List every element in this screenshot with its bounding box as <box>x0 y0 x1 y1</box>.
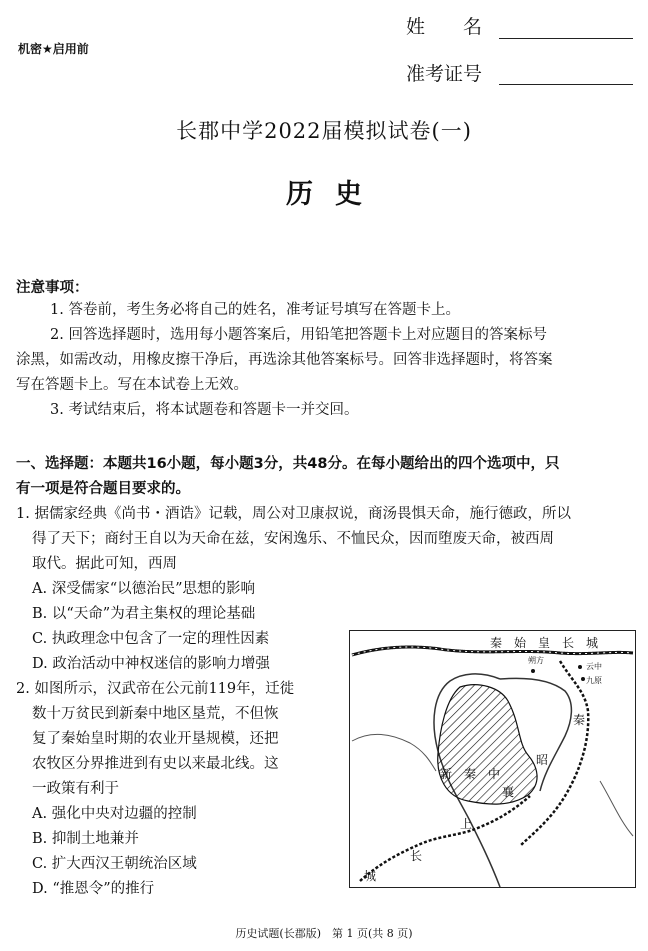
question-2-option-d: D. “推恩令”的推行 <box>32 881 155 897</box>
xiang-label: 襄 <box>502 785 515 799</box>
chang-label: 长 <box>410 849 423 863</box>
zhao-label: 昭 <box>536 753 549 767</box>
great-wall-label: 秦 始 皇 长 城 <box>490 636 599 650</box>
question-1-option-d: D. 政治活动中神权迷信的影响力增强 <box>32 656 270 672</box>
name-label: 姓 名 <box>406 16 483 38</box>
qin-label: 秦 <box>573 713 586 727</box>
han-frontier-map <box>349 630 636 888</box>
notice-heading: 注意事项： <box>16 280 89 296</box>
question-2-stem: 复了秦始皇时期的农业开垦规模，还把 <box>32 731 279 747</box>
shang-label: 上 <box>460 817 473 831</box>
question-2-option-c: C. 扩大西汉王朝统治区域 <box>32 856 197 872</box>
question-1-option-b: B. 以“天命”为君主集权的理论基础 <box>32 606 256 622</box>
exam-id-label: 准考证号 <box>406 63 483 85</box>
name-field[interactable] <box>499 38 633 39</box>
exam-id-field[interactable] <box>499 84 633 85</box>
cheng-label: 城 <box>364 869 377 883</box>
question-1-option-a: A. 深受儒家“以德治民”思想的影响 <box>32 581 256 597</box>
question-2-stem: 数十万贫民到新秦中地区垦荒，不但恢 <box>32 706 279 722</box>
place-label: 云中 <box>586 662 602 671</box>
place-label: 九原 <box>586 676 602 685</box>
question-2-stem: 2. 如图所示，汉武帝在公元前119年，迁徙 <box>16 681 295 697</box>
notice-line: 2. 回答选择题时，选用每小题答案后，用铅笔把答题卡上对应题目的答案标号 <box>50 327 547 343</box>
notice-line: 3. 考试结束后，将本试题卷和答题卡一并交回。 <box>50 402 359 418</box>
question-1-option-c: C. 执政理念中包含了一定的理性因素 <box>32 631 270 647</box>
xinqinzhong-region <box>438 685 537 804</box>
question-1-stem: 1. 据儒家经典《尚书・酒诰》记载，周公对卫康叔说，商汤畏惧天命，施行德政，所以 <box>16 506 571 522</box>
notice-line: 写在答题卡上。写在本试卷上无效。 <box>16 377 248 393</box>
section-heading: 有一项是符合题目要求的。 <box>16 481 190 497</box>
notice-line: 1. 答卷前，考生务必将自己的姓名，准考证号填写在答题卡上。 <box>50 302 460 318</box>
place-label: 朔方 <box>528 656 544 665</box>
question-1-stem: 得了天下；商纣王自以为天命在兹，安闲逸乐、不恤民众，因而堕废天命，被西周 <box>32 531 554 547</box>
section-heading: 一、选择题：本题共16小题，每小题3分，共48分。在每小题给出的四个选项中，只 <box>16 456 560 472</box>
paper-title: 长郡中学2022届模拟试卷(一) <box>176 119 472 143</box>
question-2-stem: 一政策有利于 <box>32 781 119 797</box>
notice-line: 涂黑，如需改动，用橡皮擦干净后，再选涂其他答案标号。回答非选择题时，将答案 <box>16 352 553 368</box>
subject-title: 历史 <box>286 179 384 210</box>
question-2-option-a: A. 强化中央对边疆的控制 <box>32 806 197 822</box>
question-2-stem: 农牧区分界推进到有史以来最北线。这 <box>32 756 279 772</box>
question-2-option-b: B. 抑制土地兼并 <box>32 831 139 847</box>
question-1-stem: 取代。据此可知，西周 <box>32 556 177 572</box>
confidential-mark: 机密★启用前 <box>18 42 89 56</box>
xinqinzhong-label: 新 秦 中 <box>440 767 501 781</box>
page-footer: 历史试题(长郡版) 第 1 页(共 8 页) <box>235 927 413 940</box>
